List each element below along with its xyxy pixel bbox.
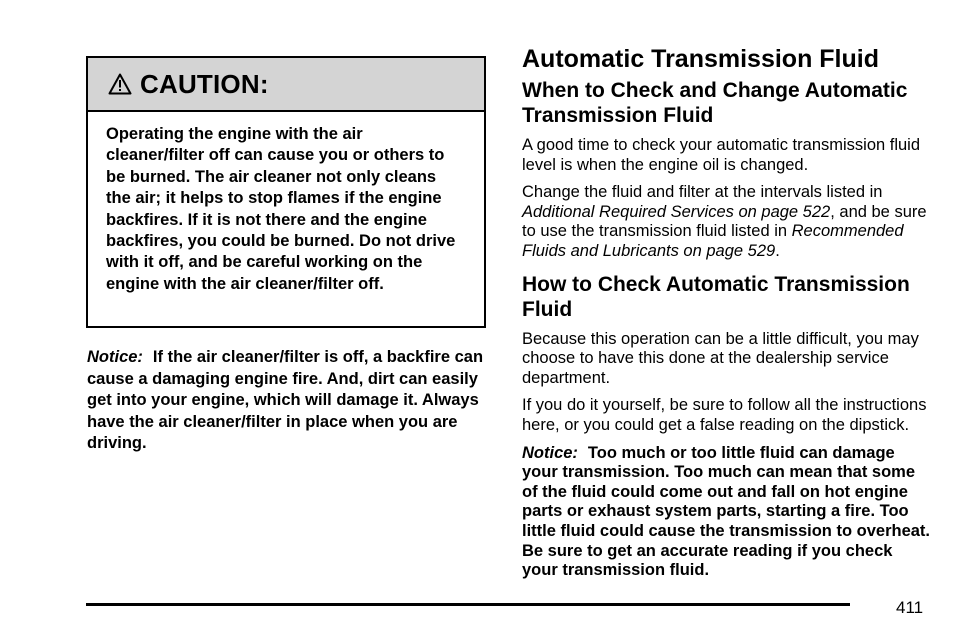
fluids-lubricants-reference: Recommended Fluids and Lubricants on page 529 (522, 222, 904, 260)
how-to-check-para1: Because this operation can be a little difficult, you may choose to have this done at the dealership service department. (522, 329, 919, 387)
notice-text: Too much or too little fluid can damage your transmission. Too much can mean that some of the fluid could come out and fall on hot engine parts or exhaust system parts, starting a fire. Too little fluid could cause the transmission to overheat. Be sure to get an accurate reading if you check your transmission fluid. (522, 443, 930, 580)
air-cleaner-notice (87, 347, 489, 455)
footer-rule (86, 603, 850, 606)
notice-label: Notice: (522, 443, 578, 462)
para2-text-a: Change the fluid and filter at the intervals listed in (522, 183, 883, 202)
para2-text-c: . (775, 241, 780, 260)
warning-triangle-icon (108, 73, 132, 95)
how-to-check-para2: If you do it yourself, be sure to follow all the instructions here, or you could get a false reading on the dipstick. (522, 396, 927, 434)
page-number: 411 (896, 598, 924, 617)
caution-text: Operating the engine with the air cleaner/filter off can cause you or others to be burned. The air cleaner not only cleans the air; it helps to stop flames if the engine backfires. If it is not there and the engine backfires, you could be burned. Do not drive with it off, and be careful working on the engine with the air cleaner/filter off. (106, 125, 456, 293)
fluid-level-notice (522, 444, 932, 581)
right-column (522, 44, 932, 581)
notice-text: If the air cleaner/filter is off, a backfire can cause a damaging engine fire. And, dirt can easily get into your engine, which will damage it. Always have the air cleaner/filter in place when you are driving. (87, 348, 484, 453)
section-title: Automatic Transmission Fluid (522, 45, 879, 73)
notice-label: Notice: (87, 348, 143, 366)
caution-title: CAUTION: (140, 69, 269, 99)
caution-header (88, 58, 484, 112)
how-to-check-heading: How to Check Automatic Transmission Fluid (522, 272, 910, 321)
check-change-heading: When to Check and Change Automatic Transmission Fluid (522, 79, 908, 127)
additional-services-reference: Additional Required Services on page 522 (522, 202, 831, 221)
check-change-para2 (522, 183, 932, 261)
caution-box (86, 56, 486, 328)
para2-text-b: , and be sure to use the transmission fluid listed in (522, 202, 927, 241)
check-change-para1: A good time to check your automatic transmission fluid level is when the engine oil is changed. (522, 136, 921, 174)
